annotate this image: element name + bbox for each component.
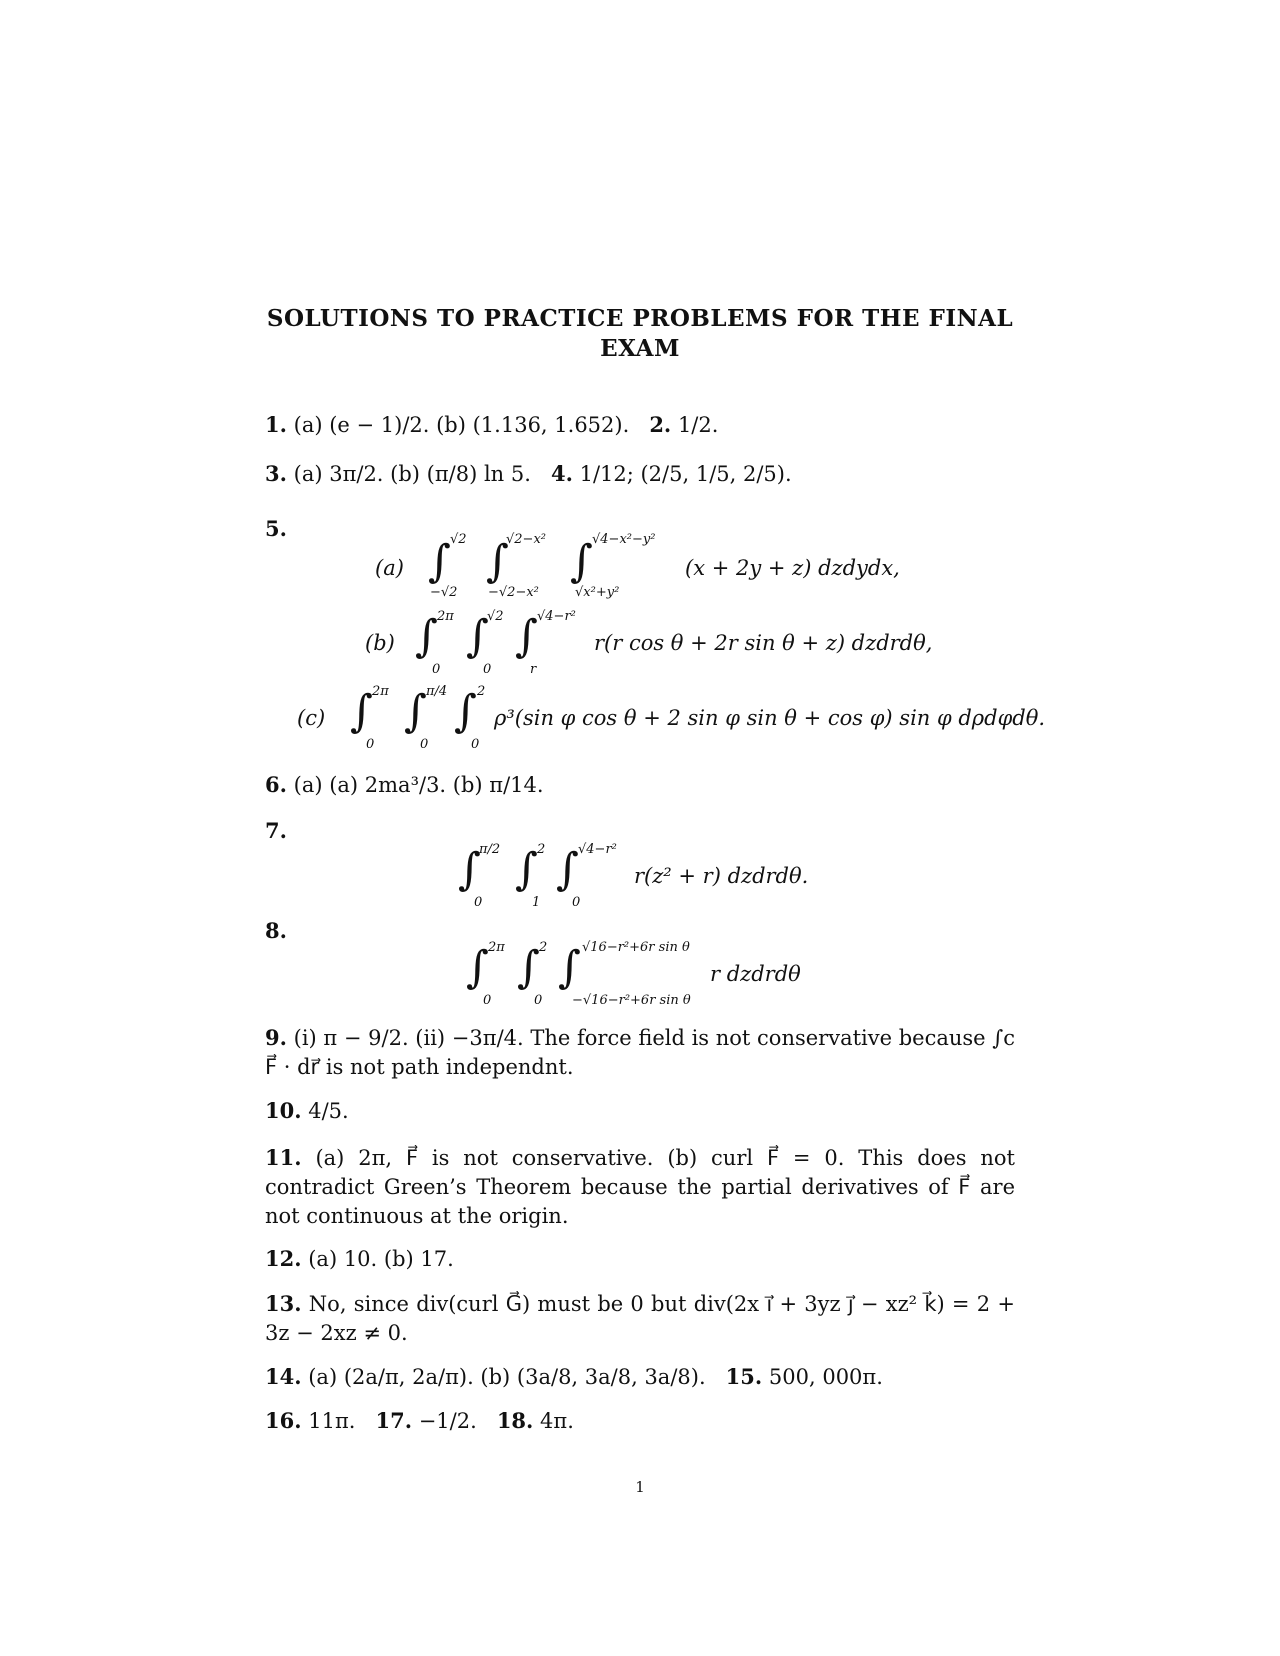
problem-number: 18. <box>496 1408 534 1433</box>
answer-text: (a) 10. (b) 17. <box>308 1247 454 1271</box>
upper-limit: 2 <box>539 940 548 955</box>
answer-13 <box>265 1289 1015 1348</box>
problem-number: 14. <box>265 1364 302 1389</box>
integrand: ρ³(sin φ cos θ + 2 sin φ sin θ + cos φ) sin φ dρdφdθ. <box>494 706 1046 730</box>
upper-limit: 2 <box>537 842 546 857</box>
problem-number: 2. <box>649 412 672 437</box>
problem-number: 15. <box>725 1364 763 1389</box>
upper-limit: √4−x²−y² <box>592 532 656 547</box>
lower-limit: 0 <box>420 737 429 752</box>
lower-limit: −√2 <box>430 585 458 600</box>
answer-text: (a) (a) 2ma³/3. (b) π/14. <box>293 773 544 797</box>
lower-limit: 0 <box>474 895 483 910</box>
upper-limit: √2−x² <box>506 532 546 547</box>
upper-limit: √4−r² <box>537 609 576 624</box>
integral-sign: ∫ <box>350 686 373 737</box>
title-line-2: EXAM <box>600 335 680 362</box>
integral-sign: ∫ <box>570 536 593 587</box>
upper-limit: π/2 <box>479 842 501 857</box>
problem-number: 17. <box>375 1408 413 1433</box>
lower-limit: 0 <box>483 662 492 677</box>
answer-9 <box>265 1023 1015 1082</box>
page-title <box>250 304 1030 364</box>
integral-sign: ∫ <box>428 536 451 587</box>
integral-sign: ∫ <box>454 686 477 737</box>
upper-limit: √16−r²+6r sin θ <box>582 940 690 955</box>
title-line-1: SOLUTIONS TO PRACTICE PROBLEMS FOR THE FINAL <box>266 305 1014 332</box>
problem-number: 5. <box>265 516 287 541</box>
upper-limit: 2π <box>488 940 505 955</box>
answer-text: 4π. <box>540 1409 574 1433</box>
answer-text: No, since div(curl G⃗) must be 0 but div(2x i⃗ + 3yz j⃗ − xz² k⃗) = 2 + 3z − 2xz ≠ 0. <box>265 1292 1015 1345</box>
problem-number: 11. <box>265 1145 302 1170</box>
answer-text: 4/5. <box>308 1099 349 1123</box>
problem-number: 8. <box>265 918 287 943</box>
integral-sign: ∫ <box>466 942 489 993</box>
upper-limit: 2π <box>437 609 454 624</box>
answer-7-heading <box>265 816 1015 846</box>
lower-limit: √x²+y² <box>575 585 620 600</box>
problem-number: 9. <box>265 1025 287 1050</box>
answer-11 <box>265 1143 1015 1231</box>
answer-text: (a) 2π, F⃗ is not conservative. (b) curl F⃗ = 0. This does not contradict Green’s Theorem because the partial derivatives of F⃗ are not continuous at the origin. <box>265 1146 1015 1228</box>
upper-limit: π/4 <box>426 684 448 699</box>
integral-sign: ∫ <box>415 611 438 662</box>
answer-10 <box>265 1096 1015 1126</box>
integral-sign: ∫ <box>404 686 427 737</box>
answer-12 <box>265 1244 1015 1274</box>
page-number: 1 <box>635 1478 645 1496</box>
lower-limit: −√2−x² <box>488 585 539 600</box>
equation-label: (b) <box>365 631 395 655</box>
problem-number: 16. <box>265 1408 302 1433</box>
equation-label: (a) <box>375 556 404 580</box>
problem-number: 6. <box>265 772 287 797</box>
answer-16-18 <box>265 1406 1015 1436</box>
integral-sign: ∫ <box>515 611 538 662</box>
answer-text: 1/2. <box>677 413 719 437</box>
problem-number: 13. <box>265 1291 302 1316</box>
answer-6 <box>265 770 1015 800</box>
answer-14-15 <box>265 1362 1015 1392</box>
integral-sign: ∫ <box>558 942 581 993</box>
upper-limit: 2π <box>372 684 389 699</box>
problem-number: 12. <box>265 1246 302 1271</box>
answer-text: 1/12; (2/5, 1/5, 2/5). <box>579 462 792 486</box>
integral-sign: ∫ <box>556 844 579 895</box>
lower-limit: 0 <box>471 737 480 752</box>
lower-limit: 0 <box>572 895 581 910</box>
lower-limit: −√16−r²+6r sin θ <box>572 993 691 1008</box>
answer-text: 11π. <box>308 1409 356 1433</box>
lower-limit: 1 <box>532 895 541 910</box>
problem-number: 3. <box>265 461 287 486</box>
upper-limit: 2 <box>477 684 486 699</box>
integral-sign: ∫ <box>517 942 540 993</box>
answer-1-2 <box>265 410 1015 440</box>
lower-limit: 0 <box>534 993 543 1008</box>
lower-limit: 0 <box>366 737 375 752</box>
upper-limit: √2 <box>450 532 467 547</box>
problem-number: 7. <box>265 818 287 843</box>
answer-text: −1/2. <box>418 1409 477 1433</box>
integral-sign: ∫ <box>466 611 489 662</box>
answer-text: (a) (e − 1)/2. (b) (1.136, 1.652). <box>293 413 630 437</box>
answer-3-4 <box>265 459 1015 489</box>
integral-sign: ∫ <box>458 844 481 895</box>
lower-limit: 0 <box>432 662 441 677</box>
equation-label: (c) <box>297 706 326 730</box>
integrand: r(z² + r) dzdrdθ. <box>634 864 809 888</box>
lower-limit: 0 <box>483 993 492 1008</box>
integral-sign: ∫ <box>515 844 538 895</box>
integrand: r(r cos θ + 2r sin θ + z) dzdrdθ, <box>594 631 933 655</box>
answer-text: (a) (2a/π, 2a/π). (b) (3a/8, 3a/8, 3a/8). <box>308 1365 706 1389</box>
problem-number: 4. <box>550 461 573 486</box>
answer-text: (i) π − 9/2. (ii) −3π/4. The force field is not conservative because ∫c F⃗ · dr⃗ is not path independnt. <box>265 1026 1015 1079</box>
lower-limit: r <box>530 662 537 677</box>
integrand: (x + 2y + z) dzdydx, <box>685 556 900 580</box>
problem-number: 1. <box>265 412 287 437</box>
answer-text: 500, 000π. <box>768 1365 883 1389</box>
upper-limit: √2 <box>487 609 504 624</box>
integrand: r dzdrdθ <box>710 962 801 986</box>
upper-limit: √4−r² <box>578 842 617 857</box>
integral-sign: ∫ <box>486 536 509 587</box>
problem-number: 10. <box>265 1098 302 1123</box>
answer-text: (a) 3π/2. (b) (π/8) ln 5. <box>293 462 531 486</box>
